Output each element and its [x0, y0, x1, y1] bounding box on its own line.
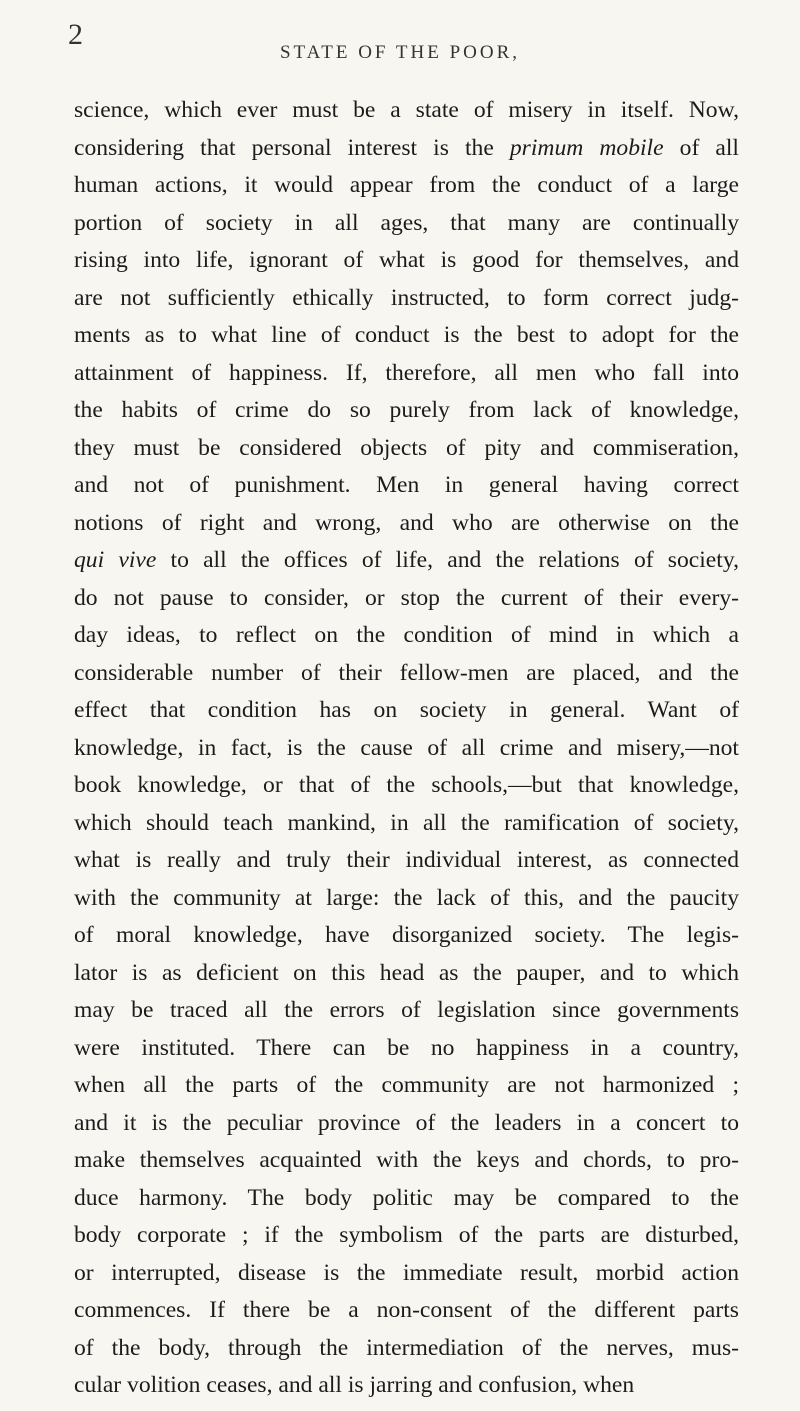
- text-line: qui vive to all the offices of life, and the relations of society,: [74, 547, 739, 573]
- italic-phrase: qui vive: [74, 547, 157, 573]
- text-line: ments as to what line of conduct is the best to adopt for the: [74, 322, 739, 348]
- text-line: of moral knowledge, have disorganized society. The legis-: [74, 922, 739, 948]
- text-line: make themselves acquainted with the keys and chords, to pro-: [74, 1147, 739, 1173]
- running-head: STATE OF THE POOR,: [279, 42, 521, 63]
- text-line: with the community at large: the lack of this, and the paucity: [74, 884, 739, 911]
- text-line: knowledge, in fact, is the cause of all crime and misery,—not: [74, 734, 739, 761]
- text-line: cular volition ceases, and all is jarring and confusion, when: [74, 1372, 635, 1398]
- text-line: and not of punishment. Men in general having correct: [74, 472, 739, 498]
- text-line: lator is as deficient on this head as the pauper, and to which: [74, 959, 739, 986]
- text-line: considering that personal interest is the primum mobile of all: [74, 134, 739, 161]
- text-line: were instituted. There can be no happiness in a country,: [74, 1034, 739, 1061]
- text-line: portion of society in all ages, that many are continually: [74, 209, 739, 236]
- text-line: commences. If there be a non-consent of the different parts: [74, 1297, 739, 1323]
- text-line: considerable number of their fellow-men are placed, and the: [74, 659, 739, 686]
- text-line: which should teach mankind, in all the ramification of society,: [74, 809, 739, 836]
- body-text: [74, 92, 739, 1405]
- text-line: of the body, through the intermediation of the nerves, mus-: [74, 1334, 739, 1361]
- text-line: when all the parts of the community are not harmonized ;: [74, 1072, 739, 1098]
- text-line: day ideas, to reflect on the condition of mind in which a: [74, 622, 739, 648]
- text-line: they must be considered objects of pity and commiseration,: [74, 434, 739, 461]
- text-line: book knowledge, or that of the schools,—but that knowledge,: [74, 772, 739, 798]
- text-line: duce harmony. The body politic may be compared to the: [74, 1184, 739, 1211]
- text-line: notions of right and wrong, and who are otherwise on the: [74, 509, 739, 536]
- page-number: 2: [68, 18, 83, 51]
- italic-phrase: primum mobile: [509, 134, 664, 161]
- text-line: and it is the peculiar province of the leaders in a concert to: [74, 1109, 739, 1136]
- text-line: effect that condition has on society in general. Want of: [74, 697, 739, 723]
- text-line: body corporate ; if the symbolism of the parts are disturbed,: [74, 1222, 739, 1248]
- text-line: what is really and truly their individual interest, as connected: [74, 847, 739, 873]
- text-line: do not pause to consider, or stop the current of their every-: [74, 584, 739, 611]
- text-line: human actions, it would appear from the conduct of a large: [74, 172, 739, 198]
- text-line: or interrupted, disease is the immediate result, morbid action: [74, 1259, 739, 1286]
- text-line: rising into life, ignorant of what is good for themselves, and: [74, 247, 739, 273]
- text-line: the habits of crime do so purely from lack of knowledge,: [74, 397, 739, 423]
- text-line: attainment of happiness. If, therefore, all men who fall into: [74, 359, 739, 386]
- text-line: science, which ever must be a state of misery in itself. Now,: [74, 97, 739, 123]
- text-line: may be traced all the errors of legislation since governments: [74, 997, 739, 1023]
- text-line: are not sufficiently ethically instructed, to form correct judg-: [74, 284, 739, 311]
